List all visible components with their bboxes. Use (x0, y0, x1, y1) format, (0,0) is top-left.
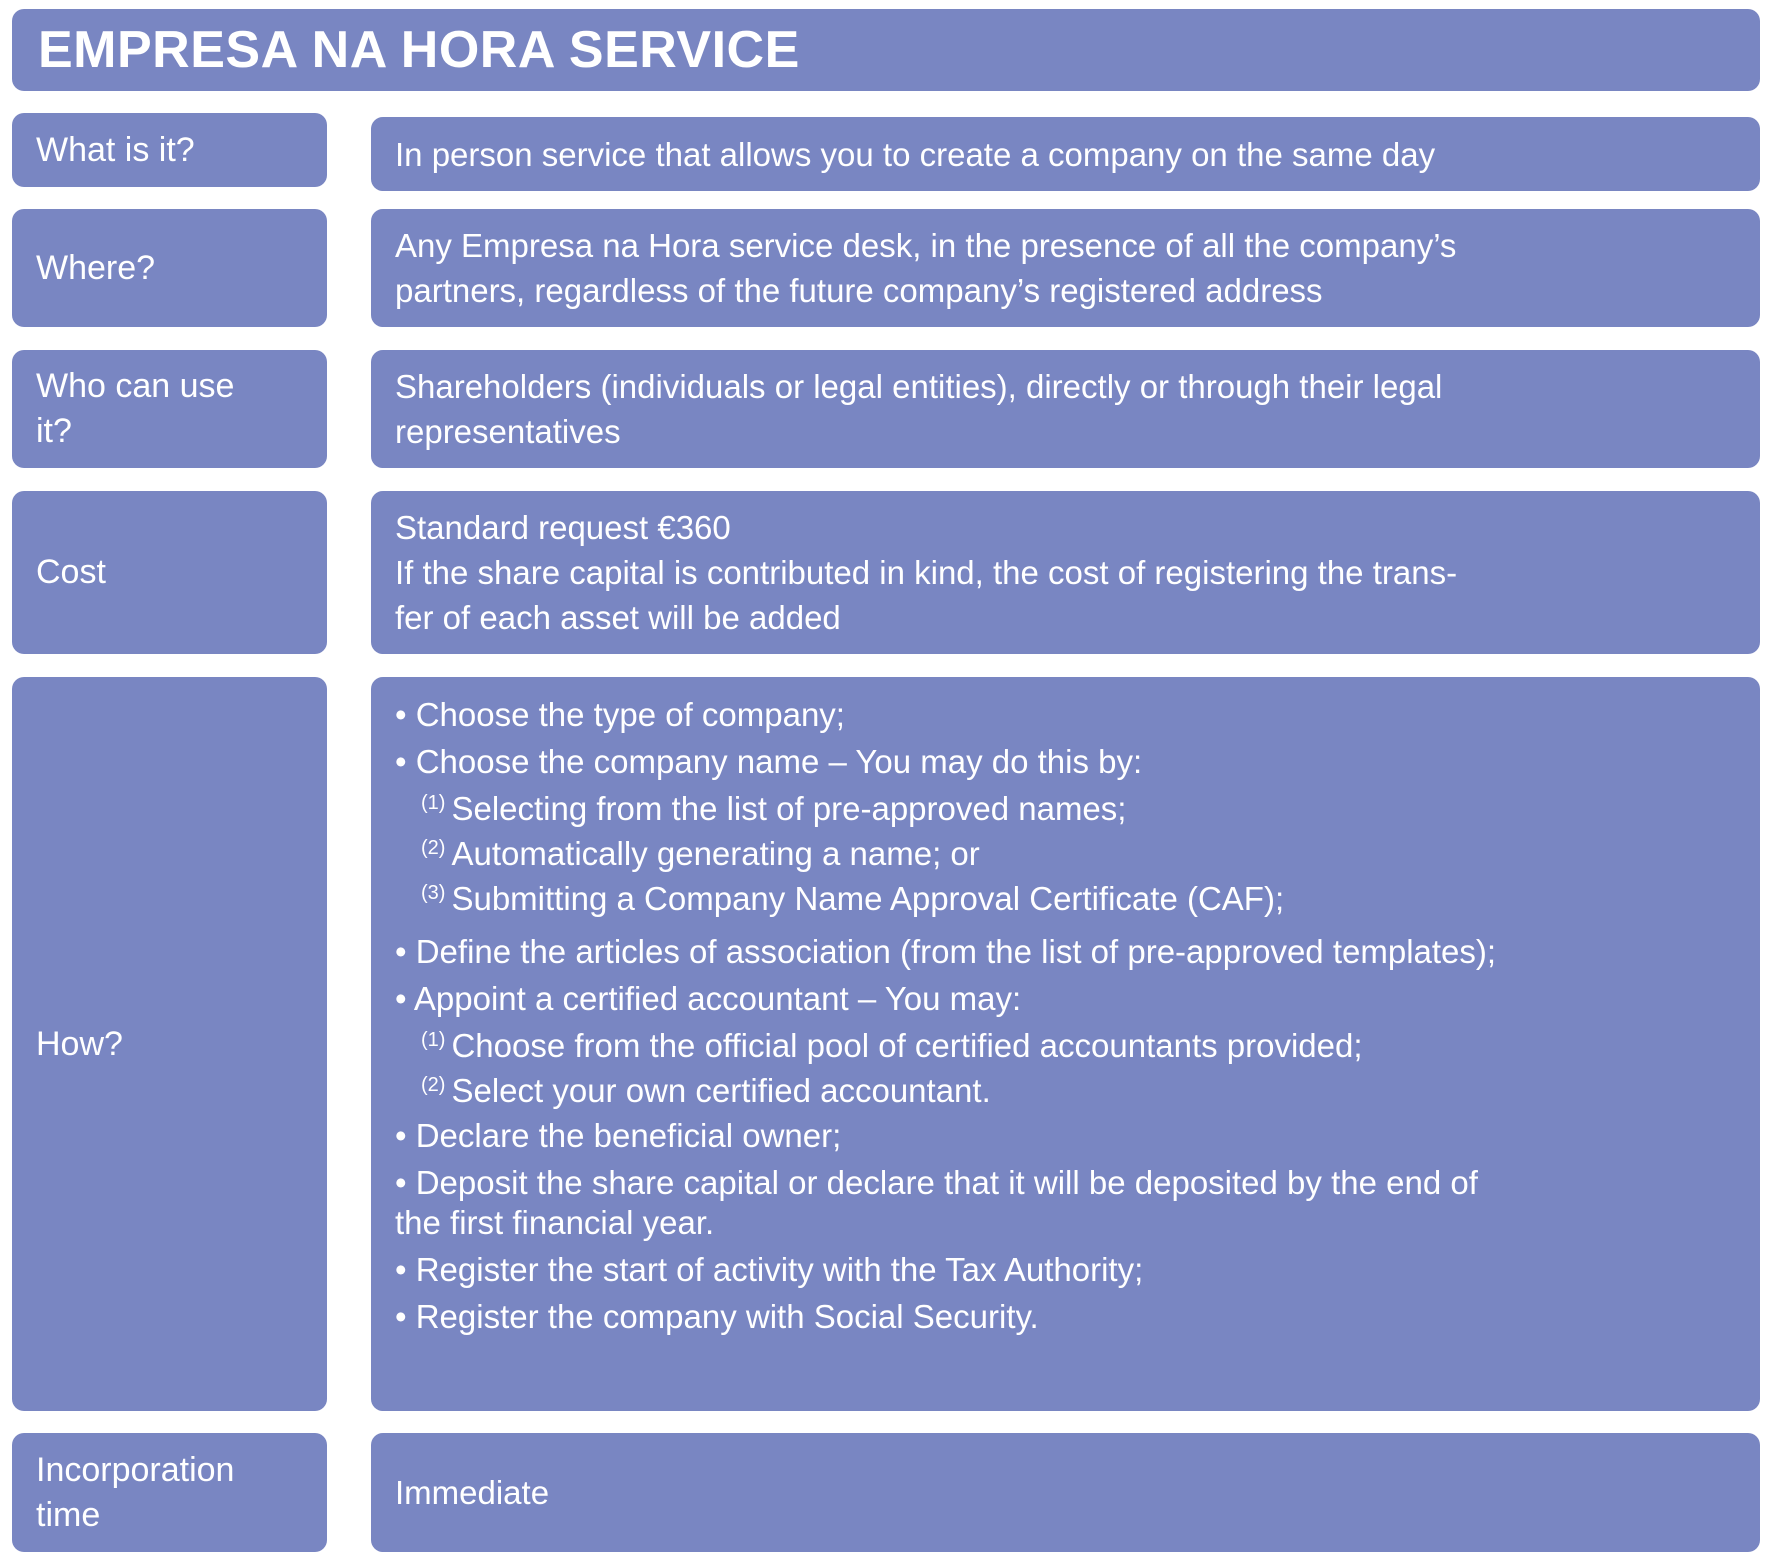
label-line: it? (36, 412, 72, 450)
step-item: • Deposit the share capital or declare that it will be deposited by the end of (395, 1164, 1478, 1201)
value-line: Standard request €360 (395, 509, 731, 546)
value-text: Immediate (395, 1474, 550, 1511)
sub-option (395, 834, 1740, 879)
step-item: • Choose the company name – You may do this by: (395, 743, 1143, 780)
row-value-time (371, 1433, 1760, 1552)
footnote-marker: (1) (421, 792, 446, 814)
row-value-who (371, 350, 1760, 468)
sub-option-text: Selecting from the list of pre-approved names; (451, 790, 1127, 827)
row-label-where (12, 209, 327, 327)
step-item-continuation: the first financial year. (395, 1204, 715, 1241)
footnote-marker: (2) (421, 837, 446, 859)
value-line: If the share capital is contributed in kind, the cost of registering the trans- (395, 554, 1458, 591)
step-item: • Register the company with Social Security. (395, 1298, 1039, 1335)
row-label-how (12, 677, 327, 1411)
page-title: EMPRESA NA HORA SERVICE (38, 21, 800, 79)
footnote-marker: (3) (421, 882, 446, 904)
title-banner (12, 9, 1760, 91)
sub-option (395, 879, 1740, 924)
step-item: • Appoint a certified accountant – You may: (395, 980, 1022, 1017)
sub-option (395, 789, 1740, 834)
row-label-who (12, 350, 327, 468)
row-label-cost (12, 491, 327, 654)
value-line: fer of each asset will be added (395, 599, 841, 636)
value-line: representatives (395, 413, 621, 450)
row-label-time (12, 1433, 327, 1552)
footnote-marker: (1) (421, 1029, 446, 1051)
sub-option-text: Select your own certified accountant. (451, 1072, 991, 1109)
sub-option-text: Submitting a Company Name Approval Certificate (CAF); (451, 880, 1285, 917)
row-value-where (371, 209, 1760, 327)
label-line: time (36, 1495, 101, 1534)
label-text: Where? (36, 248, 156, 287)
row-label-what (12, 113, 327, 187)
footnote-marker: (2) (421, 1074, 446, 1096)
value-text: In person service that allows you to create a company on the same day (395, 135, 1436, 173)
value-line: Any Empresa na Hora service desk, in the presence of all the company’s (395, 227, 1457, 264)
label-line: Who can use (36, 367, 235, 405)
step-item: • Declare the beneficial owner; (395, 1117, 842, 1154)
value-line: Shareholders (individuals or legal entities), directly or through their legal (395, 368, 1443, 405)
label-text: Cost (36, 553, 106, 591)
label-line: Incorporation (36, 1450, 235, 1489)
step-item: • Define the articles of association (from the list of pre-approved templates); (395, 933, 1497, 970)
label-text: What is it? (36, 130, 195, 169)
label-text: How? (36, 1024, 123, 1063)
sub-option-text: Automatically generating a name; or (451, 835, 980, 872)
row-value-what (371, 117, 1760, 191)
step-item: • Choose the type of company; (395, 696, 845, 733)
row-value-how (371, 677, 1760, 1411)
sub-option (395, 1071, 1740, 1116)
sub-option-text: Choose from the official pool of certified accountants provided; (451, 1027, 1363, 1064)
step-item: • Register the start of activity with the Tax Authority; (395, 1251, 1144, 1288)
row-value-cost (371, 491, 1760, 654)
value-line: partners, regardless of the future company’s registered address (395, 272, 1323, 309)
sub-option (395, 1026, 1740, 1071)
